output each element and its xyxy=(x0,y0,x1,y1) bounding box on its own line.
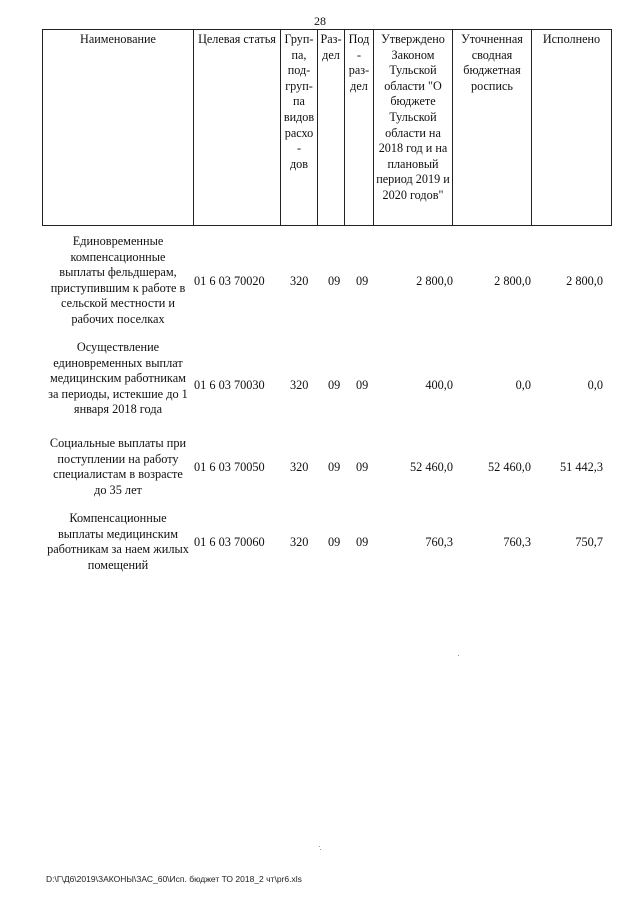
row-target-article: 01 6 03 70020 xyxy=(194,274,265,288)
row-expense-group: 320 xyxy=(290,460,309,474)
row-name: Компенсационные выплаты медицинским работникам за наем жилых помещений xyxy=(47,511,189,572)
column-header-executed: Исполнено xyxy=(532,30,612,226)
row-approved: 2 800,0 xyxy=(416,274,453,288)
row-target-article: 01 6 03 70030 xyxy=(194,378,265,392)
row-section: 09 xyxy=(328,274,341,288)
row-executed: 750,7 xyxy=(575,535,603,549)
row-subsection: 09 xyxy=(356,460,369,474)
page-number: 28 xyxy=(314,14,326,28)
row-section: 09 xyxy=(328,378,341,392)
scan-speck xyxy=(458,655,459,656)
scan-speck xyxy=(320,849,321,850)
table-row xyxy=(47,234,611,329)
column-header-target-article: Целевая статья xyxy=(194,30,281,226)
row-name: Осуществление единовременных выплат медицинским работникам за периоды, истекшие до 1 января 2018 года xyxy=(48,340,188,417)
row-refined: 0,0 xyxy=(515,378,531,392)
row-target-article: 01 6 03 70060 xyxy=(194,535,265,549)
row-expense-group: 320 xyxy=(290,378,309,392)
row-target-article: 01 6 03 70050 xyxy=(194,460,265,474)
scan-speck xyxy=(319,846,320,847)
row-executed: 0,0 xyxy=(587,378,603,392)
column-header-name: Наименование xyxy=(43,30,194,226)
header-row xyxy=(43,30,612,226)
footer-file-path: D:\Г\Д6\2019\ЗАКОНЫ\ЗАС_60\Исп. бюджет ТО 2018_2 чт\pr6.xls xyxy=(46,874,302,884)
row-approved: 400,0 xyxy=(425,378,453,392)
row-refined: 52 460,0 xyxy=(487,460,531,474)
row-name: Социальные выплаты при поступлении на работу специалистам в возрасте до 35 лет xyxy=(49,436,187,497)
row-subsection: 09 xyxy=(356,274,369,288)
table-row xyxy=(47,436,611,501)
column-header-section: Раз- дел xyxy=(318,30,345,226)
table-row xyxy=(47,340,611,435)
column-header-subsection: Под- раз- дел xyxy=(345,30,374,226)
column-header-approved: Утверждено Законом Тульской области "О бюджете Тульской области на 2018 год и на плановый период 2019 и 2020 годов" xyxy=(374,30,453,226)
budget-table-header xyxy=(42,29,612,226)
row-subsection: 09 xyxy=(356,535,369,549)
row-executed: 51 442,3 xyxy=(559,460,603,474)
row-approved: 760,3 xyxy=(425,535,453,549)
column-header-expense-group: Груп- па, под- груп- па видов расхо- дов xyxy=(281,30,318,226)
row-refined: 760,3 xyxy=(503,535,531,549)
row-subsection: 09 xyxy=(356,378,369,392)
row-approved: 52 460,0 xyxy=(409,460,453,474)
row-section: 09 xyxy=(328,460,341,474)
table-row xyxy=(47,511,611,576)
row-refined: 2 800,0 xyxy=(494,274,531,288)
row-section: 09 xyxy=(328,535,341,549)
column-header-refined: Уточненная сводная бюджетная роспись xyxy=(453,30,532,226)
row-expense-group: 320 xyxy=(290,535,309,549)
row-name: Единовременные компенсационные выплаты фельдшерам, приступившим к работе в сельской местности и рабочих поселках xyxy=(50,234,186,326)
row-executed: 2 800,0 xyxy=(566,274,603,288)
row-expense-group: 320 xyxy=(290,274,309,288)
